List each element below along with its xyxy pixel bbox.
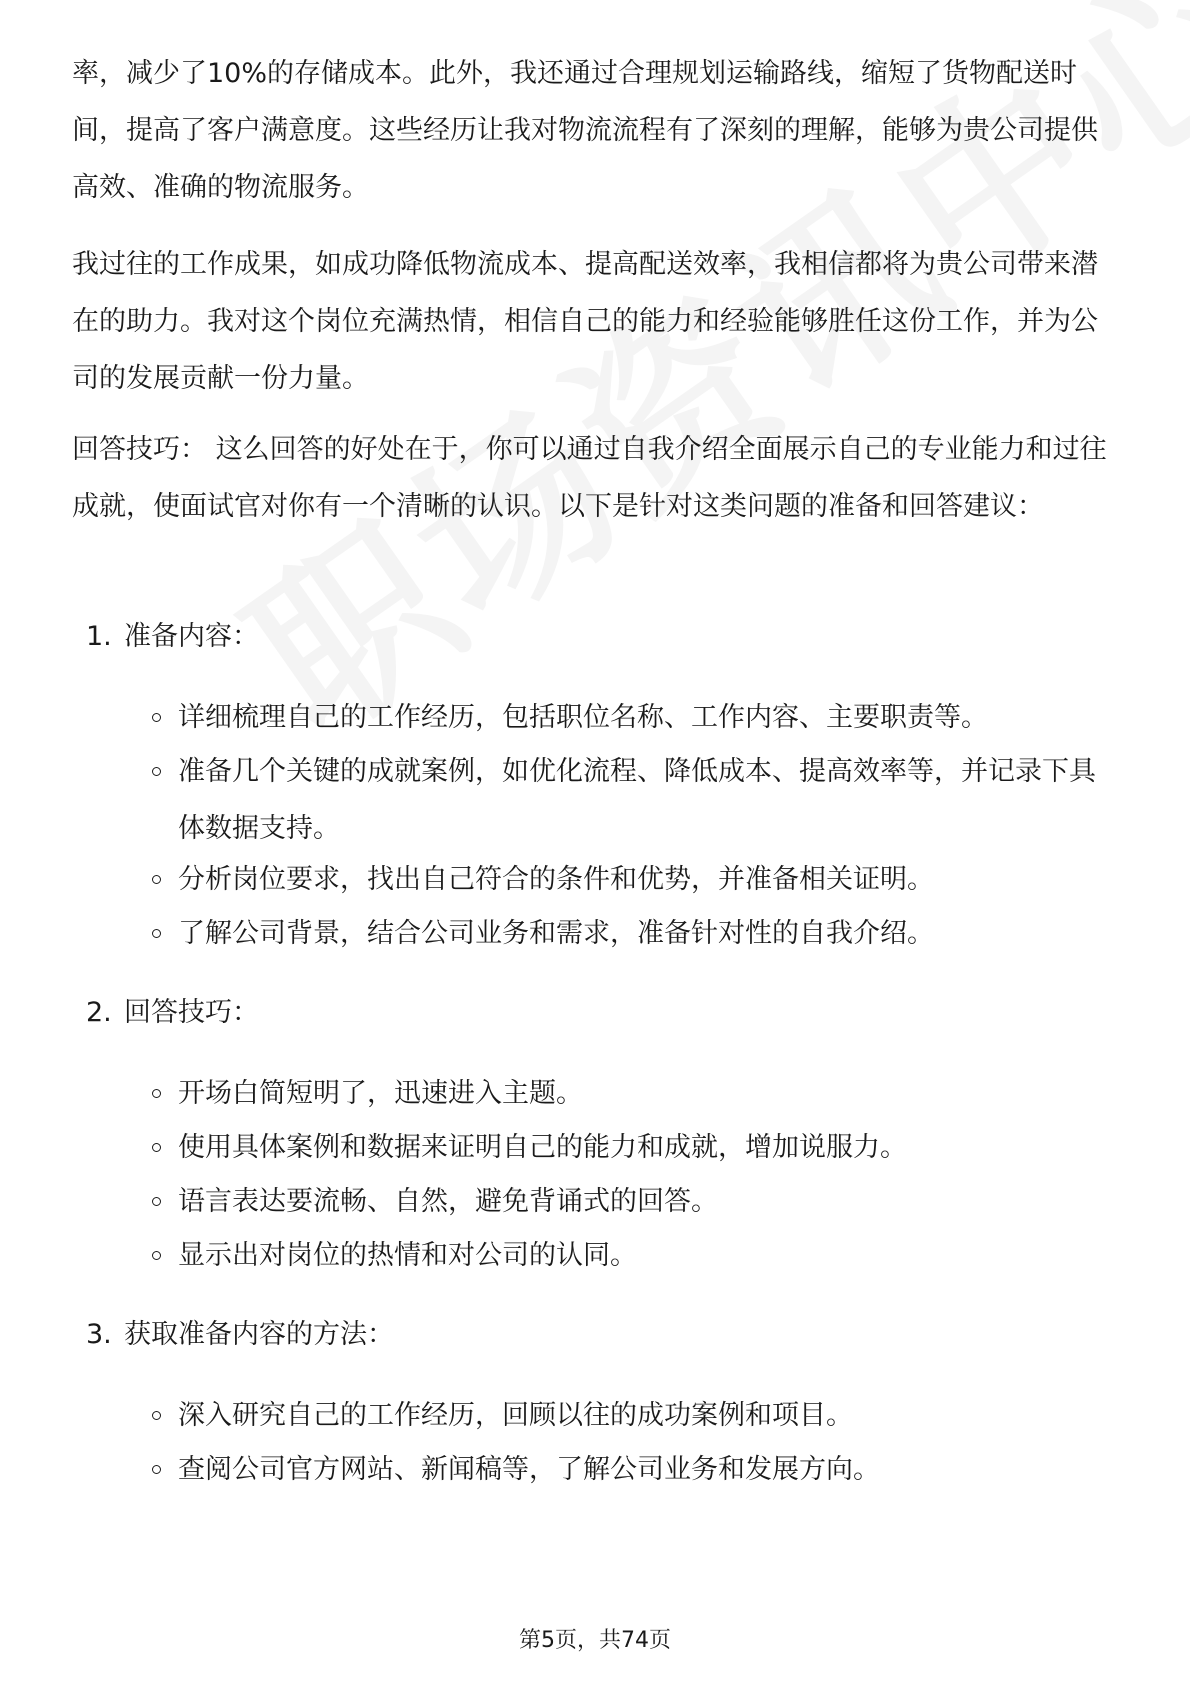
section-1-heading — [86, 617, 259, 657]
list-item: 了解公司背景，结合公司业务和需求，准备针对性的自我介绍。 — [150, 905, 1110, 962]
section-2-heading — [86, 993, 259, 1033]
list-item: 详细梳理自己的工作经历，包括职位名称、工作内容、主要职责等。 — [150, 689, 1110, 746]
list-item: 准备几个关键的成就案例，如优化流程、降低成本、提高效率等，并记录下具体数据支持。 — [150, 743, 1110, 857]
list-item: 查阅公司官方网站、新闻稿等，了解公司业务和发展方向。 — [150, 1441, 1110, 1498]
list-item: 开场白简短明了，迅速进入主题。 — [150, 1065, 1110, 1122]
paragraph-achievements: 我过往的工作成果，如成功降低物流成本、提高配送效率，我相信都将为贵公司带来潜在的助力。我对这个岗位充满热情，相信自己的能力和经验能够胜任这份工作，并为公司的发展贡献一份力量。 — [72, 249, 1098, 394]
list-item: 语言表达要流畅、自然，避免背诵式的回答。 — [150, 1173, 1110, 1230]
section-number: 2. — [86, 997, 112, 1028]
list-item: 深入研究自己的工作经历，回顾以往的成功案例和项目。 — [150, 1387, 1110, 1444]
hollow-circle-bullet-icon — [152, 1197, 161, 1206]
paragraph-continuation: 率，减少了10%的存储成本。此外，我还通过合理规划运输路线，缩短了货物配送时间，提高了客户满意度。这些经历让我对物流流程有了深刻的理解，能够为贵公司提供高效、准确的物流服务。 — [72, 58, 1098, 203]
hollow-circle-bullet-icon — [152, 1251, 161, 1260]
hollow-circle-bullet-icon — [152, 1089, 161, 1098]
hollow-circle-bullet-icon — [152, 767, 161, 776]
list-item: 使用具体案例和数据来证明自己的能力和成就，增加说服力。 — [150, 1119, 1110, 1176]
section-title: 获取准备内容的方法： — [124, 1319, 394, 1350]
list-item: 分析岗位要求，找出自己符合的条件和优势，并准备相关证明。 — [150, 851, 1110, 908]
section-title: 回答技巧： — [124, 997, 259, 1028]
hollow-circle-bullet-icon — [152, 929, 161, 938]
section-number: 1. — [86, 621, 112, 652]
list-item: 显示出对岗位的热情和对公司的认同。 — [150, 1227, 1110, 1284]
hollow-circle-bullet-icon — [152, 875, 161, 884]
hollow-circle-bullet-icon — [152, 1143, 161, 1152]
hollow-circle-bullet-icon — [152, 1465, 161, 1474]
paragraph-answer-tips: 回答技巧： 这么回答的好处在于，你可以通过自我介绍全面展示自己的专业能力和过往成就，使面试官对你有一个清晰的认识。以下是针对这类问题的准备和回答建议： — [72, 434, 1107, 522]
section-3-heading — [86, 1315, 394, 1355]
section-title: 准备内容： — [124, 621, 259, 652]
hollow-circle-bullet-icon — [152, 1411, 161, 1420]
hollow-circle-bullet-icon — [152, 713, 161, 722]
page-number-footer: 第5页，共74页 — [519, 1628, 671, 1653]
section-number: 3. — [86, 1319, 112, 1350]
